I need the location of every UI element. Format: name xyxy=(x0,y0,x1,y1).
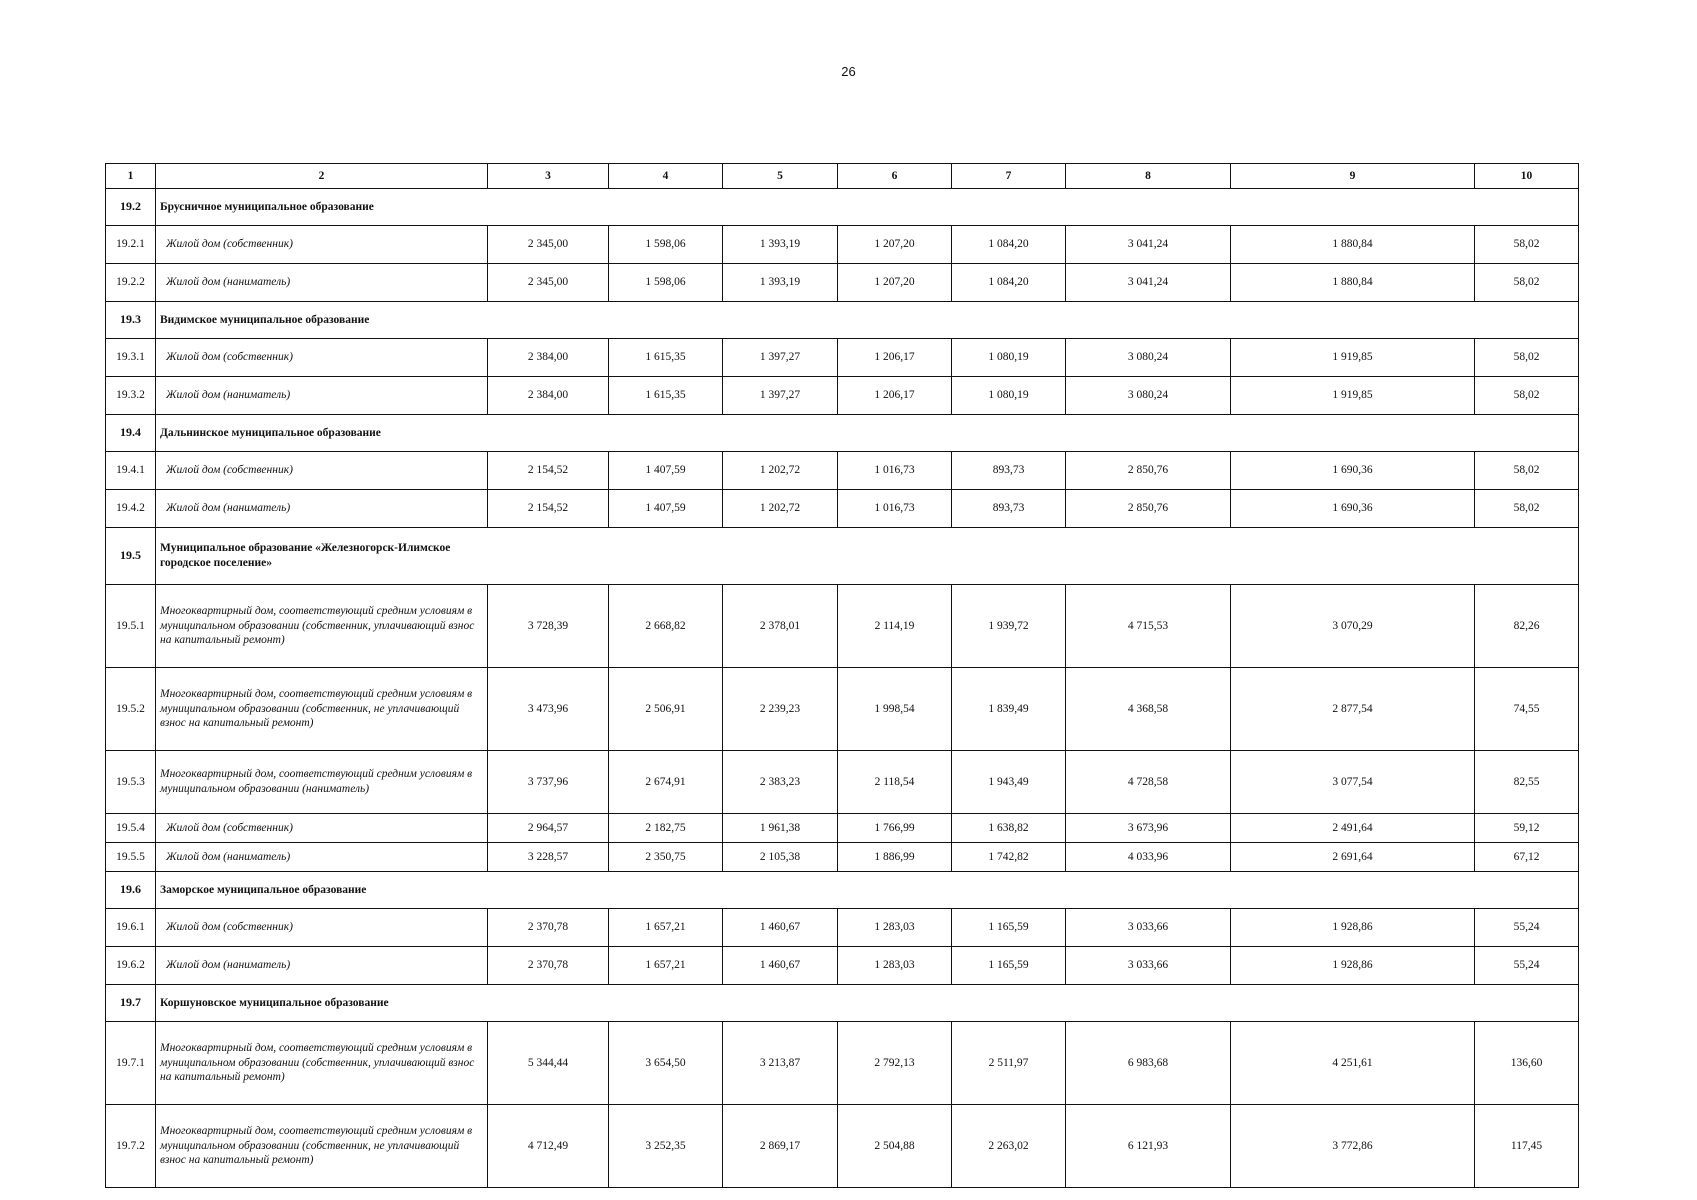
value-cell: 2 182,75 xyxy=(609,814,723,843)
table-row xyxy=(106,843,1579,872)
object-type: Многоквартирный дом, соответствующий средним условиям в муниципальном образовании (собственник, уплачивающий взнос на капитальный ремонт) xyxy=(156,1022,488,1105)
value-cell: 2 114,19 xyxy=(838,585,952,668)
value-cell: 2 668,82 xyxy=(609,585,723,668)
value-cell: 1 928,86 xyxy=(1231,947,1475,985)
value-cell: 1 961,38 xyxy=(723,814,838,843)
value-cell: 1 919,85 xyxy=(1231,377,1475,415)
header-cell: 3 xyxy=(488,164,609,189)
object-type: Жилой дом (наниматель) xyxy=(156,490,488,528)
value-cell: 2 370,78 xyxy=(488,947,609,985)
section-title: Заморское муниципальное образование xyxy=(156,872,1579,909)
row-number: 19.2.1 xyxy=(106,226,156,264)
table-row xyxy=(106,490,1579,528)
row-number: 19.3.2 xyxy=(106,377,156,415)
table-row xyxy=(106,226,1579,264)
value-cell: 58,02 xyxy=(1475,339,1579,377)
value-cell: 4 712,49 xyxy=(488,1105,609,1188)
table-row xyxy=(106,264,1579,302)
section-row xyxy=(106,189,1579,226)
value-cell: 4 715,53 xyxy=(1066,585,1231,668)
value-cell: 3 252,35 xyxy=(609,1105,723,1188)
value-cell: 1 084,20 xyxy=(952,264,1066,302)
value-cell: 1 998,54 xyxy=(838,668,952,751)
value-cell: 1 766,99 xyxy=(838,814,952,843)
header-cell: 2 xyxy=(156,164,488,189)
row-number: 19.5.1 xyxy=(106,585,156,668)
value-cell: 1 460,67 xyxy=(723,947,838,985)
value-cell: 1 393,19 xyxy=(723,264,838,302)
value-cell: 1 202,72 xyxy=(723,452,838,490)
value-cell: 2 105,38 xyxy=(723,843,838,872)
row-number: 19.4 xyxy=(106,415,156,452)
section-row xyxy=(106,528,1579,585)
value-cell: 55,24 xyxy=(1475,909,1579,947)
value-cell: 2 491,64 xyxy=(1231,814,1475,843)
section-row xyxy=(106,872,1579,909)
value-cell: 893,73 xyxy=(952,452,1066,490)
value-cell: 1 742,82 xyxy=(952,843,1066,872)
value-cell: 58,02 xyxy=(1475,452,1579,490)
table-row xyxy=(106,339,1579,377)
value-cell: 58,02 xyxy=(1475,377,1579,415)
value-cell: 3 654,50 xyxy=(609,1022,723,1105)
value-cell: 2 383,23 xyxy=(723,751,838,814)
value-cell: 1 283,03 xyxy=(838,909,952,947)
header-cell: 1 xyxy=(106,164,156,189)
object-type: Жилой дом (собственник) xyxy=(156,814,488,843)
value-cell: 1 397,27 xyxy=(723,339,838,377)
row-number: 19.7.2 xyxy=(106,1105,156,1188)
value-cell: 2 691,64 xyxy=(1231,843,1475,872)
row-number: 19.4.2 xyxy=(106,490,156,528)
object-type: Многоквартирный дом, соответствующий средним условиям в муниципальном образовании (собственник, уплачивающий взнос на капитальный ремонт) xyxy=(156,585,488,668)
row-number: 19.4.1 xyxy=(106,452,156,490)
value-cell: 4 728,58 xyxy=(1066,751,1231,814)
value-cell: 136,60 xyxy=(1475,1022,1579,1105)
value-cell: 4 251,61 xyxy=(1231,1022,1475,1105)
value-cell: 1 207,20 xyxy=(838,264,952,302)
value-cell: 1 638,82 xyxy=(952,814,1066,843)
row-number: 19.5.3 xyxy=(106,751,156,814)
value-cell: 2 345,00 xyxy=(488,264,609,302)
table-row xyxy=(106,814,1579,843)
value-cell: 3 033,66 xyxy=(1066,909,1231,947)
value-cell: 2 154,52 xyxy=(488,452,609,490)
value-cell: 58,02 xyxy=(1475,264,1579,302)
value-cell: 2 384,00 xyxy=(488,377,609,415)
table-row xyxy=(106,947,1579,985)
object-type: Многоквартирный дом, соответствующий средним условиям в муниципальном образовании (собственник, не уплачивающий взнос на капитальный ремонт) xyxy=(156,1105,488,1188)
value-cell: 59,12 xyxy=(1475,814,1579,843)
value-cell: 1 202,72 xyxy=(723,490,838,528)
table-row xyxy=(106,1022,1579,1105)
value-cell: 1 393,19 xyxy=(723,226,838,264)
value-cell: 58,02 xyxy=(1475,226,1579,264)
header-cell: 5 xyxy=(723,164,838,189)
value-cell: 2 118,54 xyxy=(838,751,952,814)
table-row xyxy=(106,668,1579,751)
table-row xyxy=(106,751,1579,814)
value-cell: 1 016,73 xyxy=(838,490,952,528)
row-number: 19.7 xyxy=(106,985,156,1022)
value-cell: 1 657,21 xyxy=(609,947,723,985)
value-cell: 2 964,57 xyxy=(488,814,609,843)
section-row xyxy=(106,302,1579,339)
value-cell: 2 674,91 xyxy=(609,751,723,814)
value-cell: 1 886,99 xyxy=(838,843,952,872)
row-number: 19.2 xyxy=(106,189,156,226)
value-cell: 3 033,66 xyxy=(1066,947,1231,985)
value-cell: 1 206,17 xyxy=(838,339,952,377)
object-type: Жилой дом (наниматель) xyxy=(156,843,488,872)
value-cell: 1 598,06 xyxy=(609,226,723,264)
value-cell: 3 228,57 xyxy=(488,843,609,872)
value-cell: 3 080,24 xyxy=(1066,339,1231,377)
value-cell: 1 598,06 xyxy=(609,264,723,302)
value-cell: 2 850,76 xyxy=(1066,452,1231,490)
object-type: Жилой дом (собственник) xyxy=(156,452,488,490)
value-cell: 67,12 xyxy=(1475,843,1579,872)
value-cell: 2 869,17 xyxy=(723,1105,838,1188)
table-row xyxy=(106,1105,1579,1188)
header-cell: 7 xyxy=(952,164,1066,189)
value-cell: 1 165,59 xyxy=(952,947,1066,985)
value-cell: 1 080,19 xyxy=(952,377,1066,415)
section-title: Видимское муниципальное образование xyxy=(156,302,1579,339)
row-number: 19.2.2 xyxy=(106,264,156,302)
value-cell: 2 378,01 xyxy=(723,585,838,668)
table-header-row xyxy=(106,164,1579,189)
header-cell: 10 xyxy=(1475,164,1579,189)
value-cell: 1 839,49 xyxy=(952,668,1066,751)
table-row xyxy=(106,909,1579,947)
value-cell: 1 615,35 xyxy=(609,377,723,415)
value-cell: 3 473,96 xyxy=(488,668,609,751)
value-cell: 1 407,59 xyxy=(609,490,723,528)
row-number: 19.6.1 xyxy=(106,909,156,947)
section-title: Коршуновское муниципальное образование xyxy=(156,985,1579,1022)
value-cell: 1 943,49 xyxy=(952,751,1066,814)
value-cell: 3 728,39 xyxy=(488,585,609,668)
section-row xyxy=(106,415,1579,452)
value-cell: 117,45 xyxy=(1475,1105,1579,1188)
value-cell: 2 239,23 xyxy=(723,668,838,751)
value-cell: 2 850,76 xyxy=(1066,490,1231,528)
row-number: 19.3.1 xyxy=(106,339,156,377)
row-number: 19.5 xyxy=(106,528,156,585)
page-number: 26 xyxy=(841,64,856,79)
value-cell: 1 928,86 xyxy=(1231,909,1475,947)
value-cell: 1 080,19 xyxy=(952,339,1066,377)
value-cell: 1 880,84 xyxy=(1231,264,1475,302)
object-type: Жилой дом (собственник) xyxy=(156,339,488,377)
object-type: Жилой дом (наниматель) xyxy=(156,947,488,985)
value-cell: 2 370,78 xyxy=(488,909,609,947)
value-cell: 3 070,29 xyxy=(1231,585,1475,668)
value-cell: 1 690,36 xyxy=(1231,490,1475,528)
value-cell: 1 084,20 xyxy=(952,226,1066,264)
row-number: 19.5.5 xyxy=(106,843,156,872)
header-cell: 4 xyxy=(609,164,723,189)
value-cell: 2 384,00 xyxy=(488,339,609,377)
value-cell: 2 263,02 xyxy=(952,1105,1066,1188)
value-cell: 6 983,68 xyxy=(1066,1022,1231,1105)
value-cell: 1 016,73 xyxy=(838,452,952,490)
value-cell: 2 792,13 xyxy=(838,1022,952,1105)
value-cell: 3 041,24 xyxy=(1066,226,1231,264)
value-cell: 1 206,17 xyxy=(838,377,952,415)
row-number: 19.7.1 xyxy=(106,1022,156,1105)
value-cell: 2 345,00 xyxy=(488,226,609,264)
value-cell: 1 690,36 xyxy=(1231,452,1475,490)
section-row xyxy=(106,985,1579,1022)
row-number: 19.6.2 xyxy=(106,947,156,985)
value-cell: 2 504,88 xyxy=(838,1105,952,1188)
header-cell: 6 xyxy=(838,164,952,189)
row-number: 19.5.4 xyxy=(106,814,156,843)
object-type: Жилой дом (собственник) xyxy=(156,909,488,947)
value-cell: 74,55 xyxy=(1475,668,1579,751)
tariff-table xyxy=(105,163,1579,1188)
value-cell: 2 350,75 xyxy=(609,843,723,872)
value-cell: 2 877,54 xyxy=(1231,668,1475,751)
value-cell: 58,02 xyxy=(1475,490,1579,528)
table-row xyxy=(106,452,1579,490)
header-cell: 9 xyxy=(1231,164,1475,189)
table-body xyxy=(106,164,1579,1188)
value-cell: 1 919,85 xyxy=(1231,339,1475,377)
value-cell: 1 397,27 xyxy=(723,377,838,415)
value-cell: 3 041,24 xyxy=(1066,264,1231,302)
value-cell: 82,26 xyxy=(1475,585,1579,668)
value-cell: 5 344,44 xyxy=(488,1022,609,1105)
section-title: Дальнинское муниципальное образование xyxy=(156,415,1579,452)
section-title: Брусничное муниципальное образование xyxy=(156,189,1579,226)
value-cell: 1 657,21 xyxy=(609,909,723,947)
row-number: 19.5.2 xyxy=(106,668,156,751)
value-cell: 2 154,52 xyxy=(488,490,609,528)
object-type: Жилой дом (наниматель) xyxy=(156,377,488,415)
object-type: Многоквартирный дом, соответствующий средним условиям в муниципальном образовании (наниматель) xyxy=(156,751,488,814)
value-cell: 3 213,87 xyxy=(723,1022,838,1105)
value-cell: 4 368,58 xyxy=(1066,668,1231,751)
value-cell: 1 460,67 xyxy=(723,909,838,947)
value-cell: 55,24 xyxy=(1475,947,1579,985)
header-cell: 8 xyxy=(1066,164,1231,189)
value-cell: 3 673,96 xyxy=(1066,814,1231,843)
object-type: Многоквартирный дом, соответствующий средним условиям в муниципальном образовании (собственник, не уплачивающий взнос на капитальный ремонт) xyxy=(156,668,488,751)
value-cell: 893,73 xyxy=(952,490,1066,528)
value-cell: 1 165,59 xyxy=(952,909,1066,947)
value-cell: 6 121,93 xyxy=(1066,1105,1231,1188)
value-cell: 3 737,96 xyxy=(488,751,609,814)
value-cell: 1 880,84 xyxy=(1231,226,1475,264)
value-cell: 1 283,03 xyxy=(838,947,952,985)
value-cell: 4 033,96 xyxy=(1066,843,1231,872)
value-cell: 1 207,20 xyxy=(838,226,952,264)
value-cell: 3 772,86 xyxy=(1231,1105,1475,1188)
row-number: 19.3 xyxy=(106,302,156,339)
value-cell: 1 939,72 xyxy=(952,585,1066,668)
section-title: Муниципальное образование «Железногорск-Илимское городское поселение» xyxy=(156,528,1579,585)
value-cell: 1 407,59 xyxy=(609,452,723,490)
table-row xyxy=(106,377,1579,415)
table-row xyxy=(106,585,1579,668)
value-cell: 3 080,24 xyxy=(1066,377,1231,415)
value-cell: 3 077,54 xyxy=(1231,751,1475,814)
object-type: Жилой дом (наниматель) xyxy=(156,264,488,302)
row-number: 19.6 xyxy=(106,872,156,909)
value-cell: 1 615,35 xyxy=(609,339,723,377)
value-cell: 2 511,97 xyxy=(952,1022,1066,1105)
object-type: Жилой дом (собственник) xyxy=(156,226,488,264)
value-cell: 2 506,91 xyxy=(609,668,723,751)
value-cell: 82,55 xyxy=(1475,751,1579,814)
